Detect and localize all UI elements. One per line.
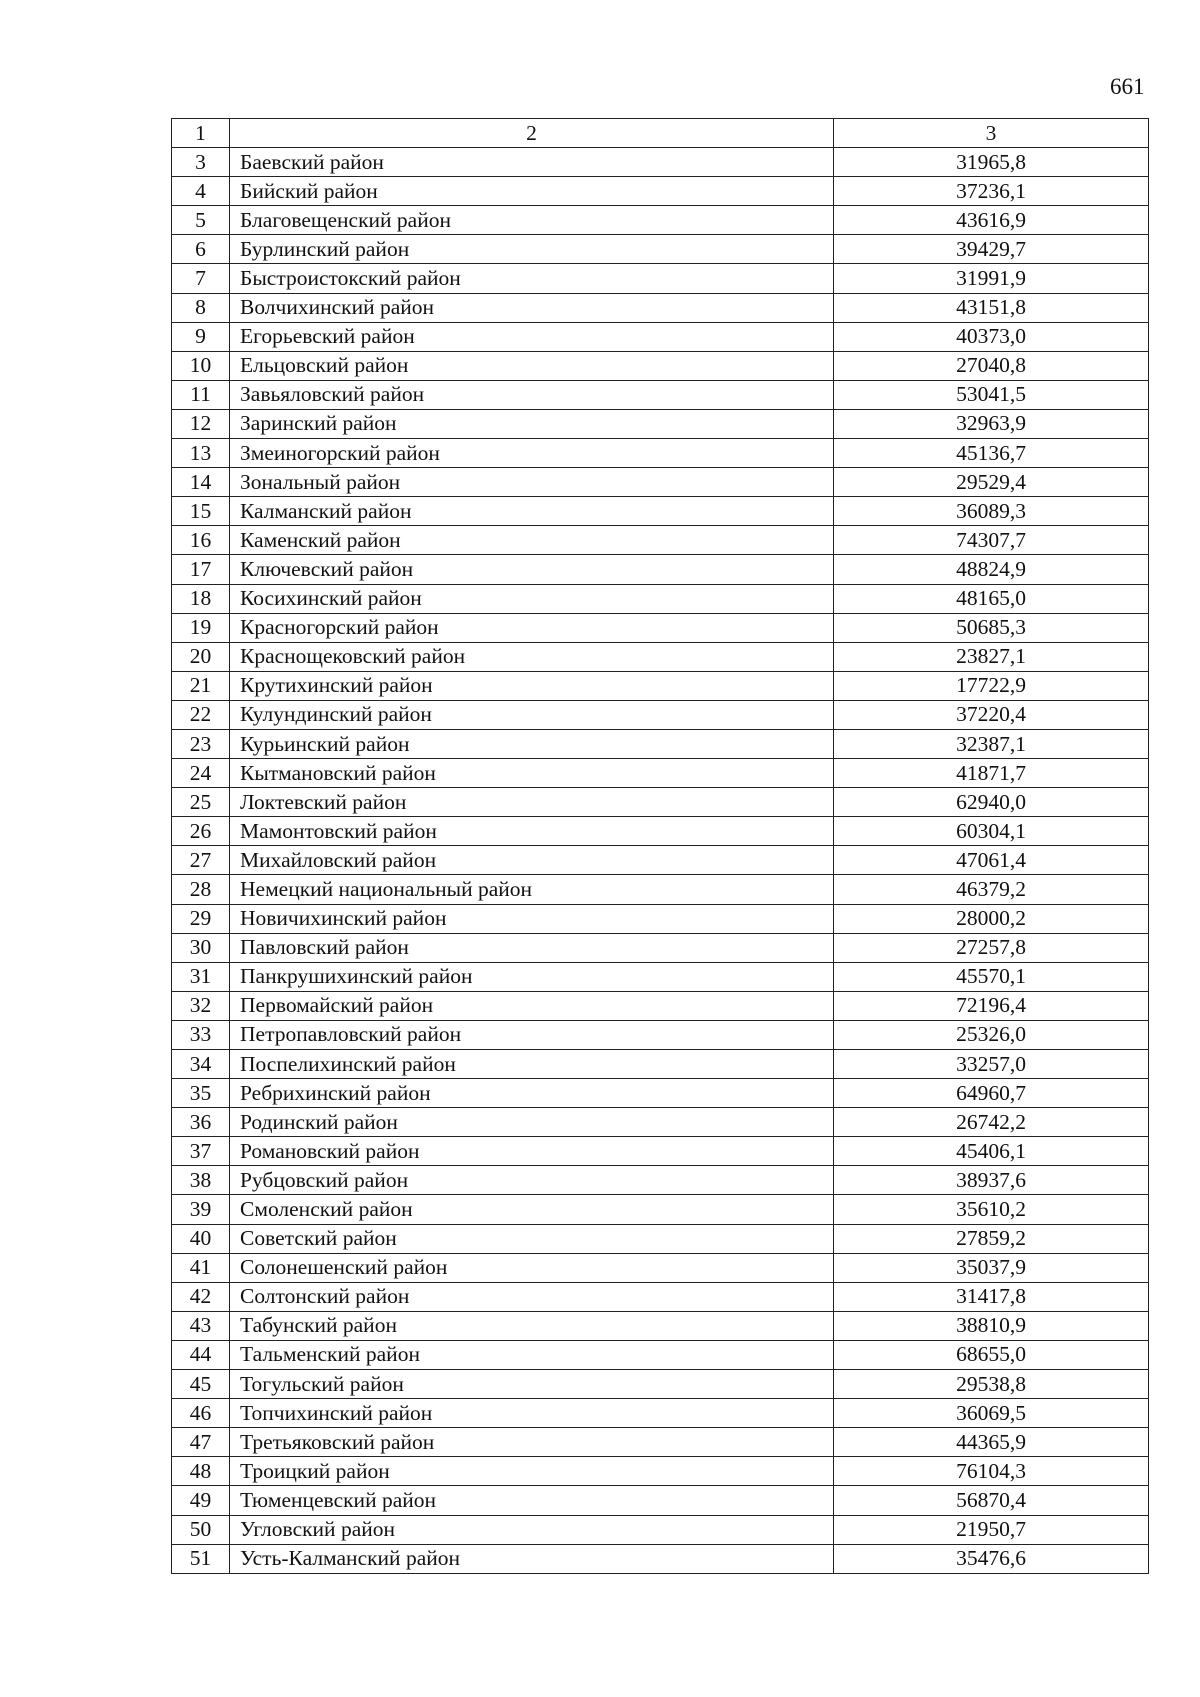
value-cell: 45136,7 <box>834 439 1149 468</box>
value-cell: 41871,7 <box>834 759 1149 788</box>
row-number-cell: 40 <box>172 1224 230 1253</box>
district-name-cell: Смоленский район <box>230 1195 834 1224</box>
table-row <box>172 526 1149 555</box>
district-table-container <box>171 118 1148 1574</box>
row-number-cell: 4 <box>172 177 230 206</box>
district-name-cell: Топчихинский район <box>230 1399 834 1428</box>
row-number-cell: 25 <box>172 788 230 817</box>
row-number-cell: 45 <box>172 1370 230 1399</box>
table-row <box>172 235 1149 264</box>
district-name-cell: Советский район <box>230 1224 834 1253</box>
district-name-cell: Зональный район <box>230 468 834 497</box>
value-cell: 43151,8 <box>834 293 1149 322</box>
district-name-cell: Кулундинский район <box>230 700 834 729</box>
table-row <box>172 846 1149 875</box>
value-cell: 45570,1 <box>834 962 1149 991</box>
value-cell: 62940,0 <box>834 788 1149 817</box>
row-number-cell: 7 <box>172 264 230 293</box>
table-row <box>172 875 1149 904</box>
district-name-cell: Павловский район <box>230 933 834 962</box>
row-number-cell: 31 <box>172 962 230 991</box>
row-number-cell: 46 <box>172 1399 230 1428</box>
district-name-cell: Михайловский район <box>230 846 834 875</box>
district-name-cell: Панкрушихинский район <box>230 962 834 991</box>
row-number-cell: 38 <box>172 1166 230 1195</box>
row-number-cell: 32 <box>172 991 230 1020</box>
value-cell: 31991,9 <box>834 264 1149 293</box>
row-number-cell: 37 <box>172 1137 230 1166</box>
row-number-cell: 11 <box>172 380 230 409</box>
row-number-cell: 12 <box>172 409 230 438</box>
table-row <box>172 1224 1149 1253</box>
district-name-cell: Благовещенский район <box>230 206 834 235</box>
district-name-cell: Кытмановский район <box>230 759 834 788</box>
row-number-cell: 8 <box>172 293 230 322</box>
value-cell: 47061,4 <box>834 846 1149 875</box>
district-name-cell: Крутихинский район <box>230 671 834 700</box>
value-cell: 32963,9 <box>834 409 1149 438</box>
district-name-cell: Табунский район <box>230 1311 834 1340</box>
value-cell: 23827,1 <box>834 642 1149 671</box>
district-name-cell: Красногорский район <box>230 613 834 642</box>
table-row <box>172 1486 1149 1515</box>
table-row <box>172 671 1149 700</box>
district-name-cell: Рубцовский район <box>230 1166 834 1195</box>
value-cell: 37220,4 <box>834 700 1149 729</box>
district-name-cell: Курьинский район <box>230 729 834 758</box>
table-row <box>172 351 1149 380</box>
value-cell: 17722,9 <box>834 671 1149 700</box>
district-name-cell: Калманский район <box>230 497 834 526</box>
row-number-cell: 22 <box>172 700 230 729</box>
district-name-cell: Бийский район <box>230 177 834 206</box>
table-row <box>172 759 1149 788</box>
district-name-cell: Ключевский район <box>230 555 834 584</box>
row-number-cell: 34 <box>172 1050 230 1079</box>
district-name-cell: Романовский район <box>230 1137 834 1166</box>
table-row <box>172 729 1149 758</box>
value-cell: 31965,8 <box>834 148 1149 177</box>
row-number-cell: 50 <box>172 1515 230 1544</box>
table-row <box>172 613 1149 642</box>
value-cell: 21950,7 <box>834 1515 1149 1544</box>
table-row <box>172 1137 1149 1166</box>
district-name-cell: Краснощековский район <box>230 642 834 671</box>
row-number-cell: 28 <box>172 875 230 904</box>
row-number-cell: 33 <box>172 1020 230 1049</box>
district-name-cell: Быстроистокский район <box>230 264 834 293</box>
table-row <box>172 264 1149 293</box>
value-cell: 35037,9 <box>834 1253 1149 1282</box>
value-cell: 74307,7 <box>834 526 1149 555</box>
table-row <box>172 555 1149 584</box>
row-number-cell: 36 <box>172 1108 230 1137</box>
district-name-cell: Змеиногорский район <box>230 439 834 468</box>
table-row <box>172 991 1149 1020</box>
district-name-cell: Поспелихинский район <box>230 1050 834 1079</box>
value-cell: 35476,6 <box>834 1544 1149 1573</box>
value-cell: 46379,2 <box>834 875 1149 904</box>
value-cell: 27040,8 <box>834 351 1149 380</box>
district-name-cell: Локтевский район <box>230 788 834 817</box>
row-number-cell: 24 <box>172 759 230 788</box>
district-table <box>171 118 1149 1574</box>
value-cell: 33257,0 <box>834 1050 1149 1079</box>
row-number-cell: 19 <box>172 613 230 642</box>
table-row <box>172 1108 1149 1137</box>
district-name-cell: Новичихинский район <box>230 904 834 933</box>
value-cell: 27257,8 <box>834 933 1149 962</box>
value-cell: 35610,2 <box>834 1195 1149 1224</box>
table-row <box>172 584 1149 613</box>
row-number-cell: 10 <box>172 351 230 380</box>
value-cell: 68655,0 <box>834 1340 1149 1369</box>
district-name-cell: Бурлинский район <box>230 235 834 264</box>
row-number-cell: 18 <box>172 584 230 613</box>
table-row <box>172 1282 1149 1311</box>
table-row <box>172 1050 1149 1079</box>
table-row <box>172 148 1149 177</box>
district-name-cell: Волчихинский район <box>230 293 834 322</box>
value-cell: 32387,1 <box>834 729 1149 758</box>
district-name-cell: Солонешенский район <box>230 1253 834 1282</box>
value-cell: 48165,0 <box>834 584 1149 613</box>
table-row <box>172 1457 1149 1486</box>
row-number-cell: 35 <box>172 1079 230 1108</box>
district-name-cell: Косихинский район <box>230 584 834 613</box>
row-number-cell: 30 <box>172 933 230 962</box>
table-row <box>172 1515 1149 1544</box>
value-cell: 40373,0 <box>834 322 1149 351</box>
table-row <box>172 1166 1149 1195</box>
district-name-cell: Завьяловский район <box>230 380 834 409</box>
table-row <box>172 1020 1149 1049</box>
value-cell: 48824,9 <box>834 555 1149 584</box>
value-cell: 27859,2 <box>834 1224 1149 1253</box>
table-row <box>172 497 1149 526</box>
table-row <box>172 409 1149 438</box>
value-cell: 38937,6 <box>834 1166 1149 1195</box>
value-cell: 36069,5 <box>834 1399 1149 1428</box>
table-header-row <box>172 119 1149 148</box>
table-row <box>172 322 1149 351</box>
row-number-cell: 49 <box>172 1486 230 1515</box>
district-name-cell: Баевский район <box>230 148 834 177</box>
district-name-cell: Каменский район <box>230 526 834 555</box>
row-number-cell: 6 <box>172 235 230 264</box>
table-row <box>172 1428 1149 1457</box>
row-number-cell: 9 <box>172 322 230 351</box>
row-number-cell: 44 <box>172 1340 230 1369</box>
row-number-cell: 48 <box>172 1457 230 1486</box>
value-cell: 45406,1 <box>834 1137 1149 1166</box>
district-name-cell: Тогульский район <box>230 1370 834 1399</box>
value-cell: 60304,1 <box>834 817 1149 846</box>
row-number-cell: 23 <box>172 729 230 758</box>
district-name-cell: Усть-Калманский район <box>230 1544 834 1573</box>
row-number-cell: 42 <box>172 1282 230 1311</box>
row-number-cell: 27 <box>172 846 230 875</box>
value-cell: 26742,2 <box>834 1108 1149 1137</box>
value-cell: 50685,3 <box>834 613 1149 642</box>
page-number: 661 <box>1110 74 1145 99</box>
district-name-cell: Третьяковский район <box>230 1428 834 1457</box>
table-row <box>172 788 1149 817</box>
row-number-cell: 16 <box>172 526 230 555</box>
district-name-cell: Ребрихинский район <box>230 1079 834 1108</box>
district-name-cell: Угловский район <box>230 1515 834 1544</box>
row-number-cell: 5 <box>172 206 230 235</box>
value-cell: 53041,5 <box>834 380 1149 409</box>
row-number-cell: 29 <box>172 904 230 933</box>
table-row <box>172 933 1149 962</box>
district-name-cell: Заринский район <box>230 409 834 438</box>
district-name-cell: Немецкий национальный район <box>230 875 834 904</box>
value-cell: 56870,4 <box>834 1486 1149 1515</box>
row-number-cell: 43 <box>172 1311 230 1340</box>
row-number-cell: 21 <box>172 671 230 700</box>
value-cell: 64960,7 <box>834 1079 1149 1108</box>
table-row <box>172 1311 1149 1340</box>
row-number-cell: 3 <box>172 148 230 177</box>
district-name-cell: Егорьевский район <box>230 322 834 351</box>
table-row <box>172 380 1149 409</box>
table-row <box>172 206 1149 235</box>
table-row <box>172 962 1149 991</box>
table-row <box>172 468 1149 497</box>
table-row <box>172 817 1149 846</box>
table-row <box>172 1544 1149 1573</box>
table-row <box>172 1340 1149 1369</box>
table-row <box>172 1399 1149 1428</box>
row-number-cell: 41 <box>172 1253 230 1282</box>
row-number-cell: 14 <box>172 468 230 497</box>
value-cell: 38810,9 <box>834 1311 1149 1340</box>
row-number-cell: 15 <box>172 497 230 526</box>
value-cell: 25326,0 <box>834 1020 1149 1049</box>
district-name-cell: Мамонтовский район <box>230 817 834 846</box>
table-row <box>172 904 1149 933</box>
table-row <box>172 177 1149 206</box>
district-name-cell: Ельцовский район <box>230 351 834 380</box>
value-cell: 28000,2 <box>834 904 1149 933</box>
table-row <box>172 439 1149 468</box>
district-name-cell: Тальменский район <box>230 1340 834 1369</box>
district-name-cell: Первомайский район <box>230 991 834 1020</box>
table-row <box>172 700 1149 729</box>
column-header-name: 2 <box>230 119 834 148</box>
row-number-cell: 17 <box>172 555 230 584</box>
district-name-cell: Петропавловский район <box>230 1020 834 1049</box>
row-number-cell: 51 <box>172 1544 230 1573</box>
row-number-cell: 20 <box>172 642 230 671</box>
row-number-cell: 47 <box>172 1428 230 1457</box>
value-cell: 29538,8 <box>834 1370 1149 1399</box>
value-cell: 36089,3 <box>834 497 1149 526</box>
value-cell: 76104,3 <box>834 1457 1149 1486</box>
value-cell: 44365,9 <box>834 1428 1149 1457</box>
district-name-cell: Родинский район <box>230 1108 834 1137</box>
table-row <box>172 1079 1149 1108</box>
value-cell: 72196,4 <box>834 991 1149 1020</box>
value-cell: 29529,4 <box>834 468 1149 497</box>
table-row <box>172 1253 1149 1282</box>
row-number-cell: 13 <box>172 439 230 468</box>
table-row <box>172 293 1149 322</box>
value-cell: 37236,1 <box>834 177 1149 206</box>
district-name-cell: Троицкий район <box>230 1457 834 1486</box>
value-cell: 39429,7 <box>834 235 1149 264</box>
value-cell: 31417,8 <box>834 1282 1149 1311</box>
column-header-number: 1 <box>172 119 230 148</box>
row-number-cell: 39 <box>172 1195 230 1224</box>
table-row <box>172 1195 1149 1224</box>
row-number-cell: 26 <box>172 817 230 846</box>
value-cell: 43616,9 <box>834 206 1149 235</box>
table-row <box>172 642 1149 671</box>
table-body <box>172 148 1149 1574</box>
table-row <box>172 1370 1149 1399</box>
column-header-value: 3 <box>834 119 1149 148</box>
district-name-cell: Тюменцевский район <box>230 1486 834 1515</box>
district-name-cell: Солтонский район <box>230 1282 834 1311</box>
